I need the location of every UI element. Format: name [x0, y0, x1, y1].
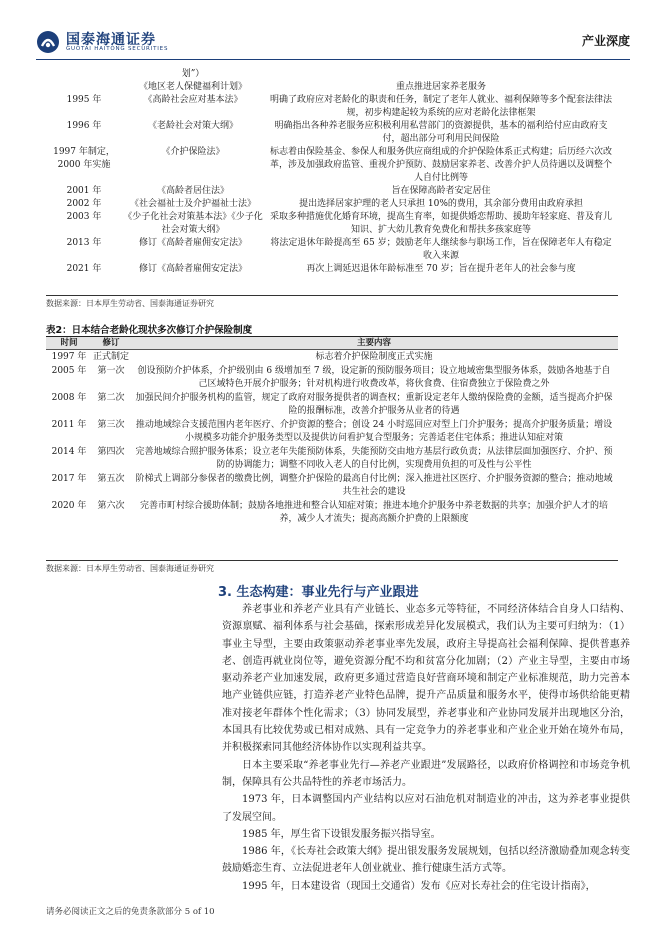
table-row: 2001 年 《高龄者居住法》 旨在保障高龄者安定居住 — [66, 186, 491, 196]
table-row: 2013 年 修订《高龄者雇佣安定法》 将法定退休年龄提高至 65 岁；鼓励老年人继续参与职场工作，旨在保障老年人有稳定收入来源 — [66, 238, 612, 261]
table-row: 2020 年 第六次 完善市町村综合援助体制；鼓励各地推进和整合认知症对策；推进本地介护服务中养老数据的共享；加强介护人才的培养，减少人才流失；提高高额介护费的上限额度 — [51, 501, 608, 524]
table-row: 2005 年 第一次 创设预防介护体系，介护级别由 6 级增加至 7 级，设定新的预防服务项目；设立地域密集型服务体系，鼓励各地基于自己区域特色开展介护服务；针对机构进行收费改革，将伙食费、住宿费独立于保险费之外 — [51, 366, 611, 389]
table-row: 1997 年 正式制定 标志着介护保险制度正式实施 — [51, 352, 433, 362]
logo-text-en: GUOTAI HAITONG SECURITIES — [66, 46, 169, 52]
table-title: 表2：日本结合老龄化现状多次修订介护保险制度 — [46, 325, 253, 336]
section-body — [222, 601, 630, 895]
table-row: 2014 年 第四次 完善地域综合照护服务体系；设立老年失能预防体系，失能预防交由地方基层行政负责；从法律层面加强医疗、介护、预防的协调能力；调整不同收入老人的自付比例，实现费用负担的可及性与公平性 — [51, 447, 613, 470]
logo-text-cn: 国泰海通证券 — [66, 32, 156, 48]
table-source-note: 数据来源：日本厚生劳动省、国泰海通证券研究 — [46, 299, 214, 308]
table-header-row — [46, 336, 618, 350]
page-footer: 请务必阅读正文之后的免责条款部分 5 of 10 — [46, 907, 215, 917]
table-row: 1997 年制定，2000 年实施 《介护保险法》 标志着由保险基金、参保人和服务供应商组成的介护保险体系正式构建；后历经六次改革，涉及加强政府监管、重视介护预防、鼓励居家养老、改善介护人员待遇以及调整个人自付比例等 — [53, 147, 612, 183]
table-source-note: 数据来源：日本厚生劳动省、国泰海通证券研究 — [46, 564, 214, 573]
table-row: 划”） — [181, 69, 205, 79]
company-logo — [36, 28, 206, 56]
column-header: 修订 — [102, 338, 120, 348]
column-header: 时间 — [60, 338, 78, 348]
policy-table — [46, 68, 618, 276]
table-bottom-rule — [46, 295, 618, 296]
paragraph: 养老事业和养老产业具有产业链长、业态多元等特征，不同经济体结合自身人口结构、资源禀赋、福利体系与社会基础，探索形成差异化发展模式，我们认为主要可归纳为：（1）事业主导型，主要由政策驱动养老事业率先发展，政府主导提高社会福利保障、提供普惠养老、创造再就业岗位等，避免资源分配不均和贫富分化加剧；（2）产业主导型，主要由市场驱动养老产业加速发展，政府更多通过营造良好营商环境和制定产业标准规范，助力完善本地产业链供应链，打造养老产业特色品牌，提升产品质量和服务水平，使得市场供给能更精准对接老年群体个性化需求；（3）协同发展型，养老事业和产业协同发展并出现地区分治，本国具有比较优势或已相对成熟、具有一定竞争力的养老事业和产业企业开始在境外布局，并积极探索同其他经济体协作以实现利益共享。 — [222, 604, 630, 754]
table-row: 2002 年 《社会福祉士及介护福祉士法》 提出选择居家护理的老人只承担 10%的费用，其余部分费用由政府承担 — [66, 199, 583, 209]
table-row: 2008 年 第二次 加强民间介护服务机构的监管，规定了政府对服务提供者的调查权；重新设定老年人缴纳保险费的金额，适当提高介护保险的报酬标准，改善介护服务从业者的待遇 — [51, 393, 613, 416]
paragraph: 1985 年，厚生省下设银发服务振兴指导室。 — [242, 828, 441, 840]
paragraph: 日本主要采取“养老事业先行—养老产业跟进”发展路径，以政府价格调控和市场竞争机制，保障具有公共品特性的养老市场活力。 — [222, 759, 630, 788]
table-row: 1995 年 《高龄社会应对基本法》 明确了政府应对老龄化的职责和任务，制定了老年人就业、福利保障等多个配套法律法规，初步构建起较为系统的应对老龄化法律框架 — [66, 95, 612, 118]
table-row: 2021 年 修订《高龄者雇佣安定法》 再次上调延迟退休年龄标准至 70 岁；旨在提升老年人的社会参与度 — [66, 264, 576, 274]
table-row: 2017 年 第五次 阶梯式上调部分参保者的缴费比例，调整介护保险的最高自付比例；深入推进社区医疗、介护服务资源的整合；推动地域共生社会的建设 — [51, 474, 613, 497]
table-row: 《地区老人保健福利计划》 重点推进居家养老服务 — [138, 82, 486, 92]
logo-mark-icon — [36, 30, 60, 54]
header-divider — [36, 59, 630, 60]
paragraph: 1995 年，日本建设省（现国土交通省）发布《应对长寿社会的住宅设计指南》， — [242, 880, 596, 892]
page-header — [0, 0, 662, 64]
table-row: 1996 年 《老龄社会对策大纲》 明确指出各种养老服务应积极利用私营部门的资源提供，基本的福利给付应由政府支付，超出部分可利用民间保险 — [66, 121, 608, 144]
report-type-label: 产业深度 — [581, 34, 630, 48]
section-heading: 3. 生态构建：事业先行与产业跟进 — [218, 585, 419, 600]
table-row: 2011 年 第三次 推动地域综合支援范围内老年医疗、介护资源的整合；创设 24 小时巡回应对型上门介护服务；提高介护服务质量；增设小规模多功能介护服务类型以及提供访问看护复合型服务；完善适老住宅体系；推进认知症对策 — [51, 420, 613, 443]
table-row: 2003 年 《少子化社会对策基本法》《少子化社会对策大纲》 采取多种措施优化婚育环境，提高生育率，如提供婚恋帮助、援助年轻家庭、普及育儿知识、扩大幼儿教育免费化和帮扶多孩家庭等 — [66, 212, 612, 235]
paragraph: 1986 年，《长寿社会政策大纲》提出银发服务发展规划，包括以经济激励叠加观念转变鼓励婚恋生育、立法促进老年人创业就业、推行健康生活方式等。 — [222, 846, 630, 875]
column-header: 主要内容 — [356, 338, 391, 348]
paragraph: 1973 年，日本调整国内产业结构以应对石油危机对制造业的冲击，这为养老事业提供了发展空间。 — [222, 794, 630, 823]
revision-table — [46, 336, 618, 526]
table-bottom-rule — [46, 560, 618, 561]
